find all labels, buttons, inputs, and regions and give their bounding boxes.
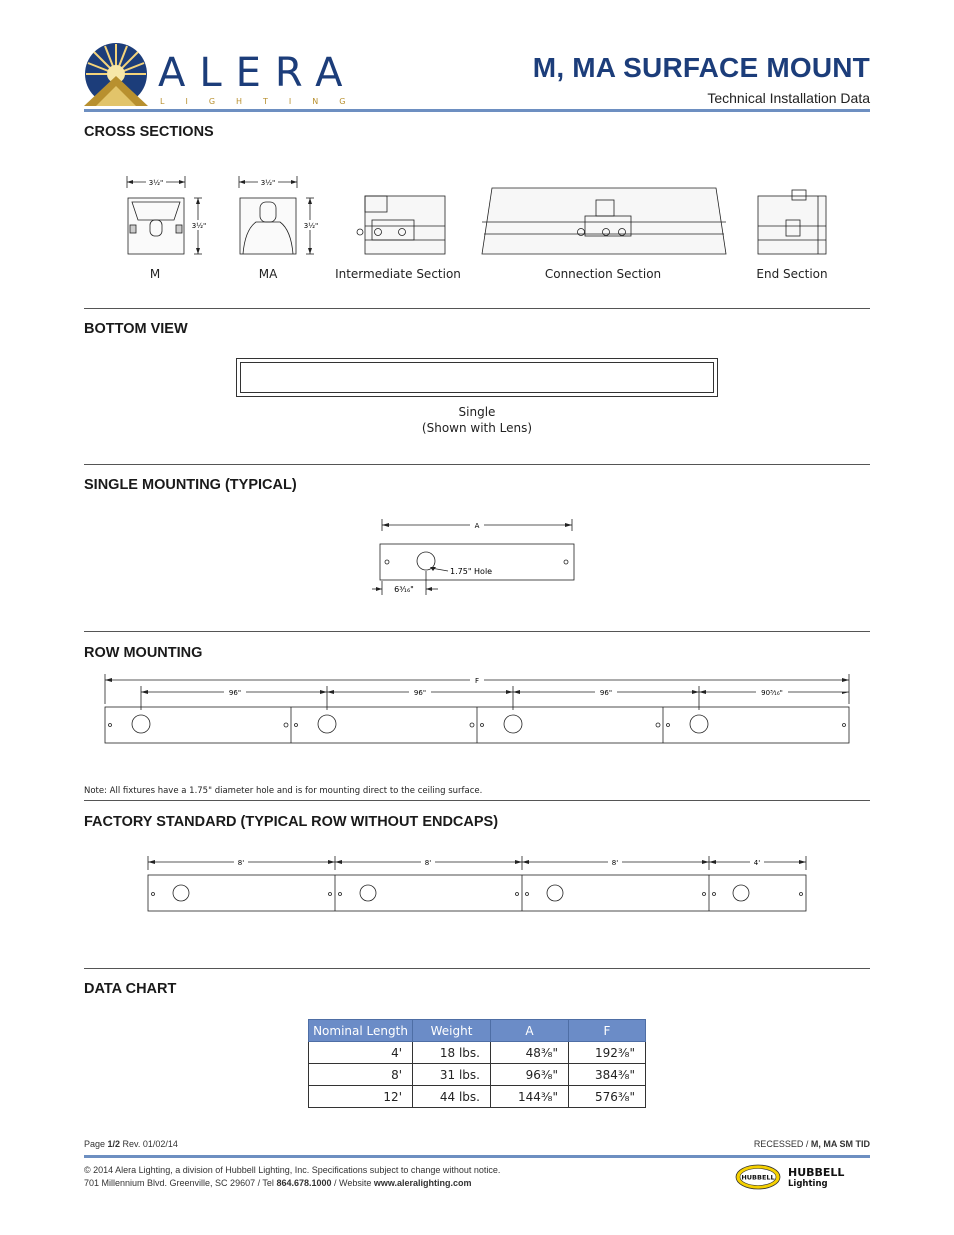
footer-rule bbox=[84, 1155, 870, 1158]
col-f: F bbox=[569, 1020, 646, 1042]
cell-a: 48³⁄₈" bbox=[491, 1042, 569, 1064]
single-mounting-heading: SINGLE MOUNTING (TYPICAL) bbox=[84, 477, 297, 493]
hubbell-logo-mark bbox=[734, 1162, 874, 1192]
factory-standard-heading: FACTORY STANDARD (TYPICAL ROW WITHOUT ENDCAPS) bbox=[84, 814, 499, 830]
row-seg-3: 96" bbox=[599, 689, 613, 697]
divider-4 bbox=[84, 800, 870, 801]
logo-subword: LIGHTING bbox=[160, 97, 367, 106]
dim-m-height: 3½" bbox=[191, 222, 207, 230]
table-header-row bbox=[309, 1020, 646, 1042]
page-number: 1/2 bbox=[107, 1139, 121, 1149]
label-ma: MA bbox=[258, 267, 278, 281]
page-prefix: Page bbox=[84, 1139, 108, 1149]
single-mounting-figure bbox=[370, 515, 590, 605]
doc-code-info bbox=[754, 1139, 870, 1149]
bottom-view-caption-1: Single bbox=[458, 405, 496, 419]
divider-2 bbox=[84, 464, 870, 465]
label-connection-section: Connection Section bbox=[544, 267, 662, 281]
bottom-view-fixture bbox=[236, 358, 718, 397]
alera-logo bbox=[80, 38, 367, 110]
page-info bbox=[84, 1139, 178, 1149]
table-row bbox=[309, 1086, 646, 1108]
row-mounting-heading: ROW MOUNTING bbox=[84, 645, 203, 661]
divider-1 bbox=[84, 308, 870, 309]
cell-length: 4' bbox=[309, 1042, 413, 1064]
cell-weight: 31 lbs. bbox=[413, 1064, 491, 1086]
bottom-view-lens bbox=[240, 362, 714, 393]
cell-f: 192³⁄₈" bbox=[569, 1042, 646, 1064]
dim-m-width: 3½" bbox=[148, 179, 164, 187]
hubbell-word: HUBBELL bbox=[788, 1166, 845, 1179]
contact-line bbox=[84, 1178, 472, 1188]
alera-logo-mark bbox=[80, 38, 367, 110]
divider-3 bbox=[84, 631, 870, 632]
hubbell-badge-text: HUBBELL bbox=[741, 1173, 775, 1182]
header-rule bbox=[84, 109, 870, 112]
revision: Rev. 01/02/14 bbox=[120, 1139, 178, 1149]
cell-weight: 44 lbs. bbox=[413, 1086, 491, 1108]
cell-weight: 18 lbs. bbox=[413, 1042, 491, 1064]
cell-a: 96³⁄₈" bbox=[491, 1064, 569, 1086]
address: 701 Millennium Blvd. Greenville, SC 29607 / Tel bbox=[84, 1178, 277, 1188]
factory-standard-drawing bbox=[144, 852, 814, 916]
page-title: M, MA SURFACE MOUNT bbox=[532, 52, 870, 83]
row-mounting-figure bbox=[100, 672, 856, 748]
cell-a: 144³⁄₈" bbox=[491, 1086, 569, 1108]
phone: 864.678.1000 bbox=[276, 1178, 332, 1188]
cross-sections-heading: CROSS SECTIONS bbox=[84, 124, 214, 140]
col-a: A bbox=[491, 1020, 569, 1042]
data-chart-table bbox=[308, 1019, 646, 1108]
table-row bbox=[309, 1064, 646, 1086]
category: RECESSED / bbox=[753, 1139, 811, 1149]
factory-seg-2: 8' bbox=[424, 859, 432, 867]
col-nominal-length: Nominal Length bbox=[309, 1020, 413, 1042]
row-seg-2: 96" bbox=[413, 689, 427, 697]
dim-ma-width: 3½" bbox=[260, 179, 276, 187]
data-chart-table-wrap bbox=[308, 1019, 646, 1108]
dim-a-label: A bbox=[474, 522, 480, 530]
cell-length: 8' bbox=[309, 1064, 413, 1086]
factory-seg-1: 8' bbox=[237, 859, 245, 867]
offset-label: 6³⁄₁₆" bbox=[394, 585, 414, 594]
hole-label: 1.75" Hole bbox=[450, 567, 493, 576]
cell-f: 384³⁄₈" bbox=[569, 1064, 646, 1086]
cross-sections-figure bbox=[110, 170, 850, 290]
bottom-view-heading: BOTTOM VIEW bbox=[84, 321, 188, 337]
page-subtitle: Technical Installation Data bbox=[707, 90, 870, 106]
row-mounting-note: Note: All fixtures have a 1.75" diameter hole and is for mounting direct to the ceiling surface. bbox=[84, 786, 483, 796]
website-prefix: / Website bbox=[331, 1178, 374, 1188]
single-mounting-drawing bbox=[370, 515, 590, 605]
label-m: M bbox=[149, 267, 161, 281]
factory-seg-4: 4' bbox=[753, 859, 761, 867]
cross-sections-drawing bbox=[110, 170, 850, 290]
divider-5 bbox=[84, 968, 870, 969]
row-mounting-drawing bbox=[100, 672, 856, 748]
cell-length: 12' bbox=[309, 1086, 413, 1108]
hubbell-logo bbox=[734, 1162, 874, 1192]
factory-standard-figure bbox=[144, 852, 814, 916]
copyright: © 2014 Alera Lighting, a division of Hubbell Lighting, Inc. Specifications subject to change without notice. bbox=[84, 1165, 501, 1175]
dim-f-label: F bbox=[474, 677, 480, 685]
bottom-view-caption-2: (Shown with Lens) bbox=[421, 421, 533, 435]
table-row bbox=[309, 1042, 646, 1064]
label-intermediate-section: Intermediate Section bbox=[335, 267, 461, 281]
row-seg-1: 96" bbox=[228, 689, 242, 697]
col-weight: Weight bbox=[413, 1020, 491, 1042]
doc-code: M, MA SM TID bbox=[810, 1139, 870, 1149]
website-link[interactable]: www.aleralighting.com bbox=[373, 1178, 472, 1188]
dim-ma-height: 3½" bbox=[303, 222, 319, 230]
data-chart-heading: DATA CHART bbox=[84, 981, 177, 997]
row-seg-4: 90³⁄₁₆" bbox=[761, 689, 783, 697]
label-end-section: End Section bbox=[756, 267, 828, 281]
hubbell-sub: Lighting bbox=[788, 1179, 828, 1189]
logo-word: ALERA bbox=[158, 50, 357, 96]
factory-seg-3: 8' bbox=[611, 859, 619, 867]
cell-f: 576³⁄₈" bbox=[569, 1086, 646, 1108]
